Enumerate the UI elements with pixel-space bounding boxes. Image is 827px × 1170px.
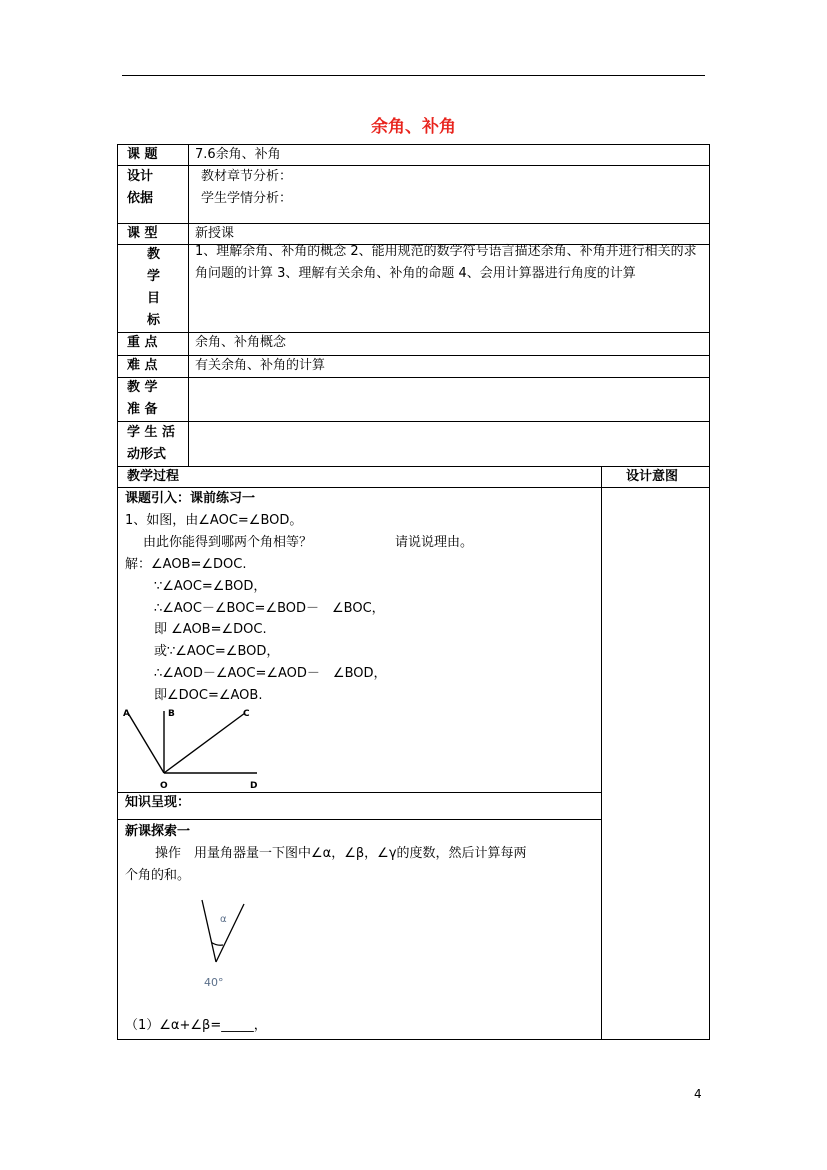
table-rule xyxy=(117,421,710,422)
activity-label: 动形式 xyxy=(127,447,167,462)
basis-label: 依据 xyxy=(127,191,154,206)
point-b-label: B xyxy=(168,709,175,719)
header-rule xyxy=(122,75,705,76)
difficulty-value: 有关余角、补角的计算 xyxy=(195,358,326,373)
angle-figure-2 xyxy=(197,894,257,994)
ray-left xyxy=(202,900,216,962)
intro-question: 请说说理由。 xyxy=(395,535,474,550)
solution-line: ∵∠AOC=∠BOD， xyxy=(154,579,267,594)
goal-label: 目 xyxy=(147,291,161,306)
intro-question: 1、如图，由∠AOC=∠BOD。 xyxy=(125,513,303,528)
solution-line: ∴∠AOD－∠AOC=∠AOD－ ∠BOD， xyxy=(154,666,387,681)
table-rule xyxy=(117,1039,710,1040)
solution-line: 即 ∠AOB=∠DOC. xyxy=(154,622,267,637)
basis-label: 设计 xyxy=(127,169,154,184)
table-rule xyxy=(709,144,710,1040)
table-rule xyxy=(188,144,189,466)
goal-label: 教 xyxy=(147,247,161,262)
goal-label: 学 xyxy=(147,269,161,284)
angle-value-label: 40° xyxy=(204,976,224,989)
point-a-label: A xyxy=(123,709,130,719)
table-rule xyxy=(117,377,710,378)
table-rule xyxy=(117,466,710,467)
point-o-label: O xyxy=(160,781,168,791)
intro-question: 由此你能得到哪两个角相等？ xyxy=(143,535,313,550)
type-value: 新授课 xyxy=(195,226,235,241)
solution-line: 即∠DOC=∠AOB. xyxy=(154,688,263,703)
difficulty-label: 难 点 xyxy=(127,358,158,373)
lesson-plan-table xyxy=(117,144,710,1040)
intro-heading: 课题引入：课前练习一 xyxy=(125,491,256,506)
solution-line: 或∵∠AOC=∠BOD， xyxy=(154,644,280,659)
explore-question: （1）∠α+∠β=_____， xyxy=(125,1018,267,1033)
angle-figure-1 xyxy=(117,704,267,794)
ray-oa xyxy=(128,713,164,773)
explore-operation: 个角的和。 xyxy=(125,868,191,883)
point-c-label: C xyxy=(243,709,250,719)
solution-line: 解：∠AOB=∠DOC. xyxy=(125,557,247,572)
topic-value: 7.6余角、补角 xyxy=(195,147,281,162)
key-value: 余角、补角概念 xyxy=(195,335,287,350)
page-number: 4 xyxy=(694,1087,702,1101)
goal-value: 1、理解余角、补角的概念 2、能用规范的数学符号语言描述余角、补角并进行相关的求角问题的计算 3、理解有关余角、补角的命题 4、会用计算器进行角度的计算 xyxy=(195,244,697,281)
activity-label: 学 生 活 xyxy=(127,425,176,440)
angle-arc xyxy=(212,943,224,946)
table-rule xyxy=(601,466,602,1040)
page-title: 余角、补角 xyxy=(371,117,456,137)
ray-right xyxy=(216,904,244,962)
point-d-label: D xyxy=(250,781,258,791)
prep-label: 准 备 xyxy=(127,402,158,417)
ray-oc xyxy=(164,713,245,773)
goal-label: 标 xyxy=(147,313,161,328)
prep-label: 教 学 xyxy=(127,380,158,395)
solution-line: ∴∠AOC－∠BOC=∠BOD－ ∠BOC， xyxy=(154,601,385,616)
topic-label: 课 题 xyxy=(127,147,158,162)
knowledge-heading: 知识呈现： xyxy=(125,795,191,810)
table-rule xyxy=(117,819,601,820)
basis-student-analysis: 学生学情分析： xyxy=(201,191,293,206)
type-label: 课 型 xyxy=(127,226,158,241)
explore-operation: 操作 用量角器量一下图中∠α，∠β，∠γ的度数，然后计算每两 xyxy=(155,846,527,861)
intent-header: 设计意图 xyxy=(626,469,679,484)
process-header: 教学过程 xyxy=(127,469,180,484)
explore-heading: 新课探索一 xyxy=(125,824,191,839)
basis-textbook-analysis: 教材章节分析： xyxy=(201,169,293,184)
alpha-label: α xyxy=(220,914,227,925)
key-label: 重 点 xyxy=(127,335,158,350)
table-rule xyxy=(117,144,118,1040)
